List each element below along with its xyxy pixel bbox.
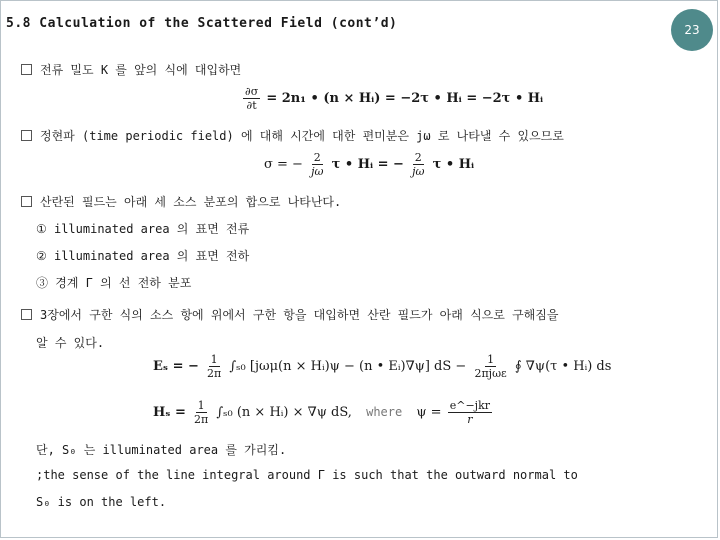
list-item: ③ 경계 Γ 의 선 전하 분포 bbox=[36, 276, 192, 290]
equation-4: Hₛ = $\frac{1}{2\pi}$ ∫ₛ₀ (n × Hᵢ) × ∇ψ dS, where ψ = $\frac{\text{e\textasciicircum{}−jkr}}{r}$ bbox=[153, 399, 491, 426]
bullet-box-icon bbox=[21, 130, 32, 141]
list-item: ② illuminated area 의 표면 전하 bbox=[36, 249, 250, 263]
bullet-2 bbox=[21, 127, 564, 144]
bullet-box-icon bbox=[21, 196, 32, 207]
bullet-1 bbox=[21, 61, 241, 78]
bullet-2-text: 정현파 (time periodic field) 에 대해 시간에 대한 편미분은 jω 로 나타낼 수 있으므로 bbox=[40, 129, 564, 143]
note-line: ;the sense of the line integral around Γ is such that the outward normal to bbox=[36, 468, 578, 482]
bullet-4-text: 3장에서 구한 식의 소스 항에 위에서 구한 항을 대입하면 산란 필드가 아래 식으로 구해짐을 bbox=[40, 308, 559, 322]
where-label: where bbox=[366, 405, 403, 419]
eq1-rhs: = 2n₁ • (n × Hᵢ) = −2τ • Hᵢ = −2τ • Hᵢ bbox=[266, 91, 544, 106]
note-line: 단, S₀ 는 illuminated area 를 가리킴. bbox=[36, 443, 287, 457]
equation-2: σ = − $\frac{2}{j\omega}$ τ • Hᵢ = − $\frac{2}{j\omega}$ τ • Hᵢ bbox=[264, 151, 475, 178]
equation-3: Eₛ = − $\frac{1}{2\pi}$ ∫ₛ₀ [jωμ(n × Hᵢ)ψ − (n • Eᵢ)∇ψ] dS − $\frac{1}{\text{2πjωε}}$ ∮ ∇ψ(τ • Hᵢ) ds bbox=[153, 353, 612, 380]
equation-1 bbox=[241, 85, 543, 112]
bullet-box-icon bbox=[21, 64, 32, 75]
bullet-1-text: 전류 밀도 K 를 앞의 식에 대입하면 bbox=[40, 63, 242, 77]
bullet-3 bbox=[21, 193, 341, 210]
page-number-badge: 23 bbox=[671, 9, 713, 51]
eq1-derivative: $\frac{\partial\sigma}{\partial t}$ bbox=[245, 85, 259, 112]
list-item: ① illuminated area 의 표면 전류 bbox=[36, 222, 250, 236]
bullet-4 bbox=[21, 306, 558, 323]
slide-title: 5.8 Calculation of the Scattered Field (cont’d) bbox=[6, 16, 398, 31]
note-line: S₀ is on the left. bbox=[36, 495, 167, 509]
bullet-box-icon bbox=[21, 309, 32, 320]
bullet-4-continuation: 알 수 있다. bbox=[36, 336, 105, 350]
bullet-3-text: 산란된 필드는 아래 세 소스 분포의 합으로 나타난다. bbox=[40, 195, 342, 209]
